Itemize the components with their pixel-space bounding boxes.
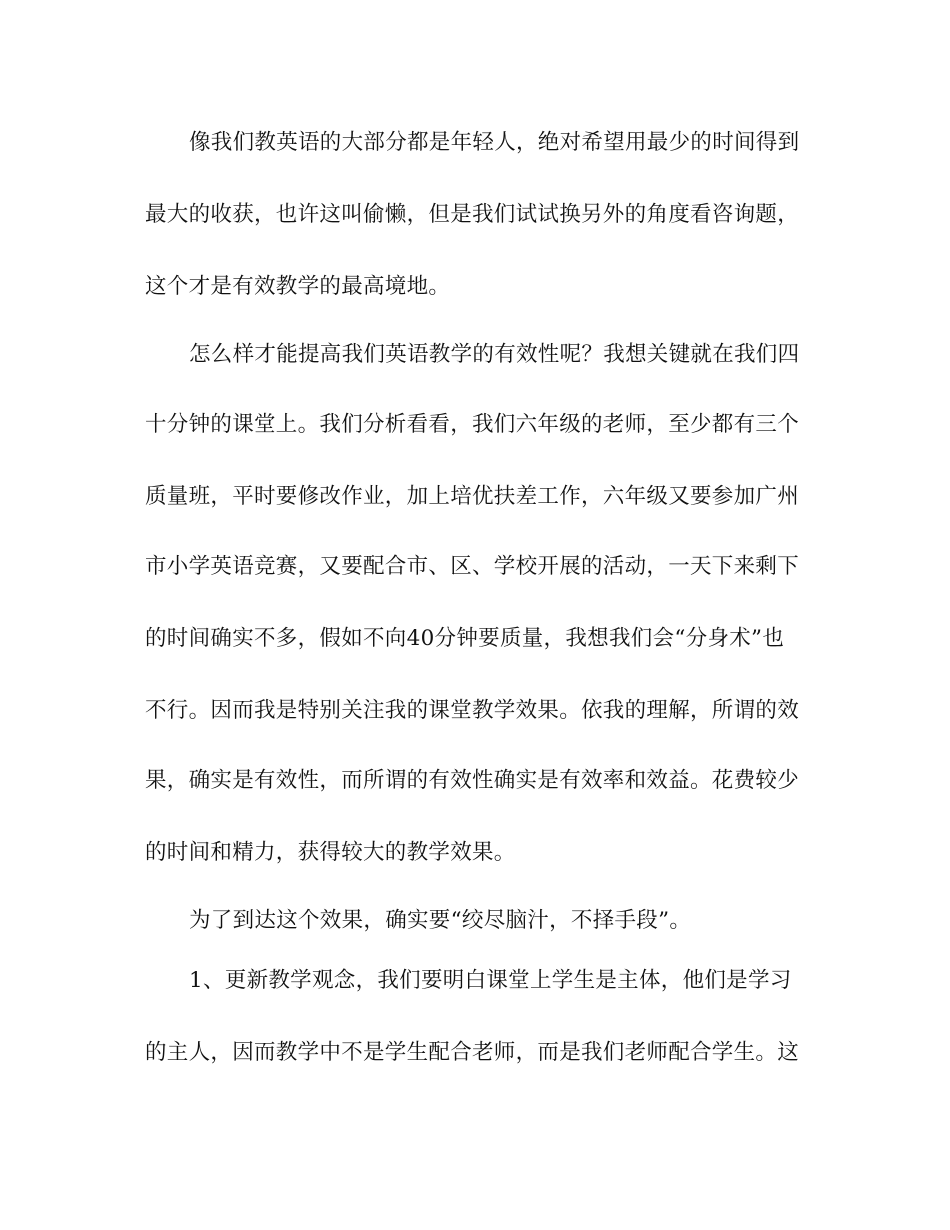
paragraph-1-line-3: 这个才是有效教学的最高境地。 (145, 274, 451, 299)
paragraph-2-line-4: 市小学英语竞赛，又要配合市、区、学校开展的活动，一天下来剩下 (145, 554, 800, 579)
paragraph-2-line-8: 的时间和精力，获得较大的教学效果。 (145, 840, 516, 865)
paragraph-1-line-2: 最大的收获，也许这叫偷懒，但是我们试试换另外的角度看咨询题， (145, 202, 800, 227)
paragraph-2-line-5: 的时间确实不多，假如不向40分钟要质量，我想我们会“分身术”也 (145, 626, 785, 651)
paragraph-4-line-2: 的主人，因而教学中不是学生配合老师，而是我们老师配合学生。这 (145, 1040, 800, 1065)
paragraph-2-line-6: 不行。因而我是特别关注我的课堂教学效果。依我的理解，所谓的效 (145, 698, 800, 723)
paragraph-2-line-2: 十分钟的课堂上。我们分析看看，我们六年级的老师，至少都有三个 (145, 412, 800, 437)
paragraph-2-line-3: 质量班，平时要修改作业，加上培优扶差工作，六年级又要参加广州 (145, 484, 800, 509)
paragraph-2-line-7: 果，确实是有效性，而所谓的有效性确实是有效率和效益。花费较少 (145, 768, 800, 793)
paragraph-1-line-1: 像我们教英语的大部分都是年轻人，绝对希望用最少的时间得到 (189, 130, 800, 155)
paragraph-2-line-1: 怎么样才能提高我们英语教学的有效性呢？我想关键就在我们四 (189, 342, 800, 367)
paragraph-3-line-1: 为了到达这个效果，确实要“绞尽脑汁，不择手段”。 (189, 908, 692, 933)
paragraph-4-line-1: 1、更新教学观念，我们要明白课堂上学生是主体，他们是学习 (189, 968, 792, 993)
